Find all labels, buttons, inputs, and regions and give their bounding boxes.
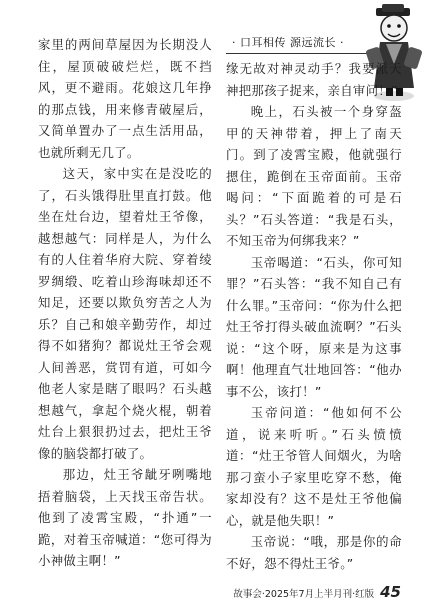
header-divider <box>226 53 376 54</box>
article-column-left <box>38 34 212 574</box>
article-column-right <box>226 58 402 574</box>
paragraph: 玉帝说：“哦，那是你的命不好，怨不得灶王爷。” <box>226 534 402 571</box>
page-number: 45 <box>380 583 401 601</box>
magazine-issue-label: 故事会·2025年7月上半月刊·红版 <box>233 589 375 600</box>
paragraph: 那边，灶王爷龇牙咧嘴地捂着脑袋，上天找玉帝告状。他到了凌霄宝殿，“扑通”一跪，对着玉帝喊道：“您可得为小神做主啊！” <box>38 467 212 568</box>
page-footer <box>233 583 401 601</box>
paragraph: 家里的两间草屋因为长期没人住，屋顶破破烂烂，既不挡风，更不避雨。花娘这几年挣的那点钱，用来修青破屋后，又简单置办了一点生活用品，也就所剩无几了。 <box>38 37 212 160</box>
paragraph: 玉帝问道：“他如何不公道，说来听听。”石头愤愤道：“灶王爷管人间烟火，为啥那刁蛮小子家里吃穿不愁，俺家却没有？这不是灶王爷他偏心，就是他失职！” <box>226 405 402 528</box>
paragraph: 缘无故对神灵动手？我要派天神把那孩子捉来，亲自审问！” <box>226 61 402 98</box>
paragraph: 玉帝喝道：“石头，你可知罪？”石头答：“我不知自己有什么罪。”玉帝问：“你为什么把灶王爷打得头破血流啊？”石头说：“这个呀，原来是为这事啊！他理直气壮地回答：“他办事不公，该打！” <box>226 254 402 399</box>
section-header-title: · 口耳相传 源远流长 · <box>232 36 344 49</box>
paragraph: 这天，家中实在是没吃的了，石头饿得肚里直打鼓。他坐在灶台边，望着灶王爷像，越想越气：同样是人，为什么有的人住着华府大院、穿着绫罗绸缎、吃着山珍海味却还不知足，还要以欺负穷苦之人为乐？自己和娘辛勤劳作，却过得不如猪狗？都说灶王爷会观人间善恶，赏罚有道，可如今他老人家是瞎了眼吗？石头越想越气，拿起个烧火棍，朝着灶台上狠狠扔过去，把灶王爷像的脑袋都打破了。 <box>38 166 212 461</box>
paragraph: 晚上，石头被一个身穿盔甲的天神带着，押上了南天门。到了凌霄宝殿，他就强行摁住，跪倒在玉帝面前。玉帝喝问：“下面跪着的可是石头？”石头答道：“我是石头，不知玉帝为何绑我来？” <box>226 104 402 248</box>
paragraph <box>38 572 212 575</box>
